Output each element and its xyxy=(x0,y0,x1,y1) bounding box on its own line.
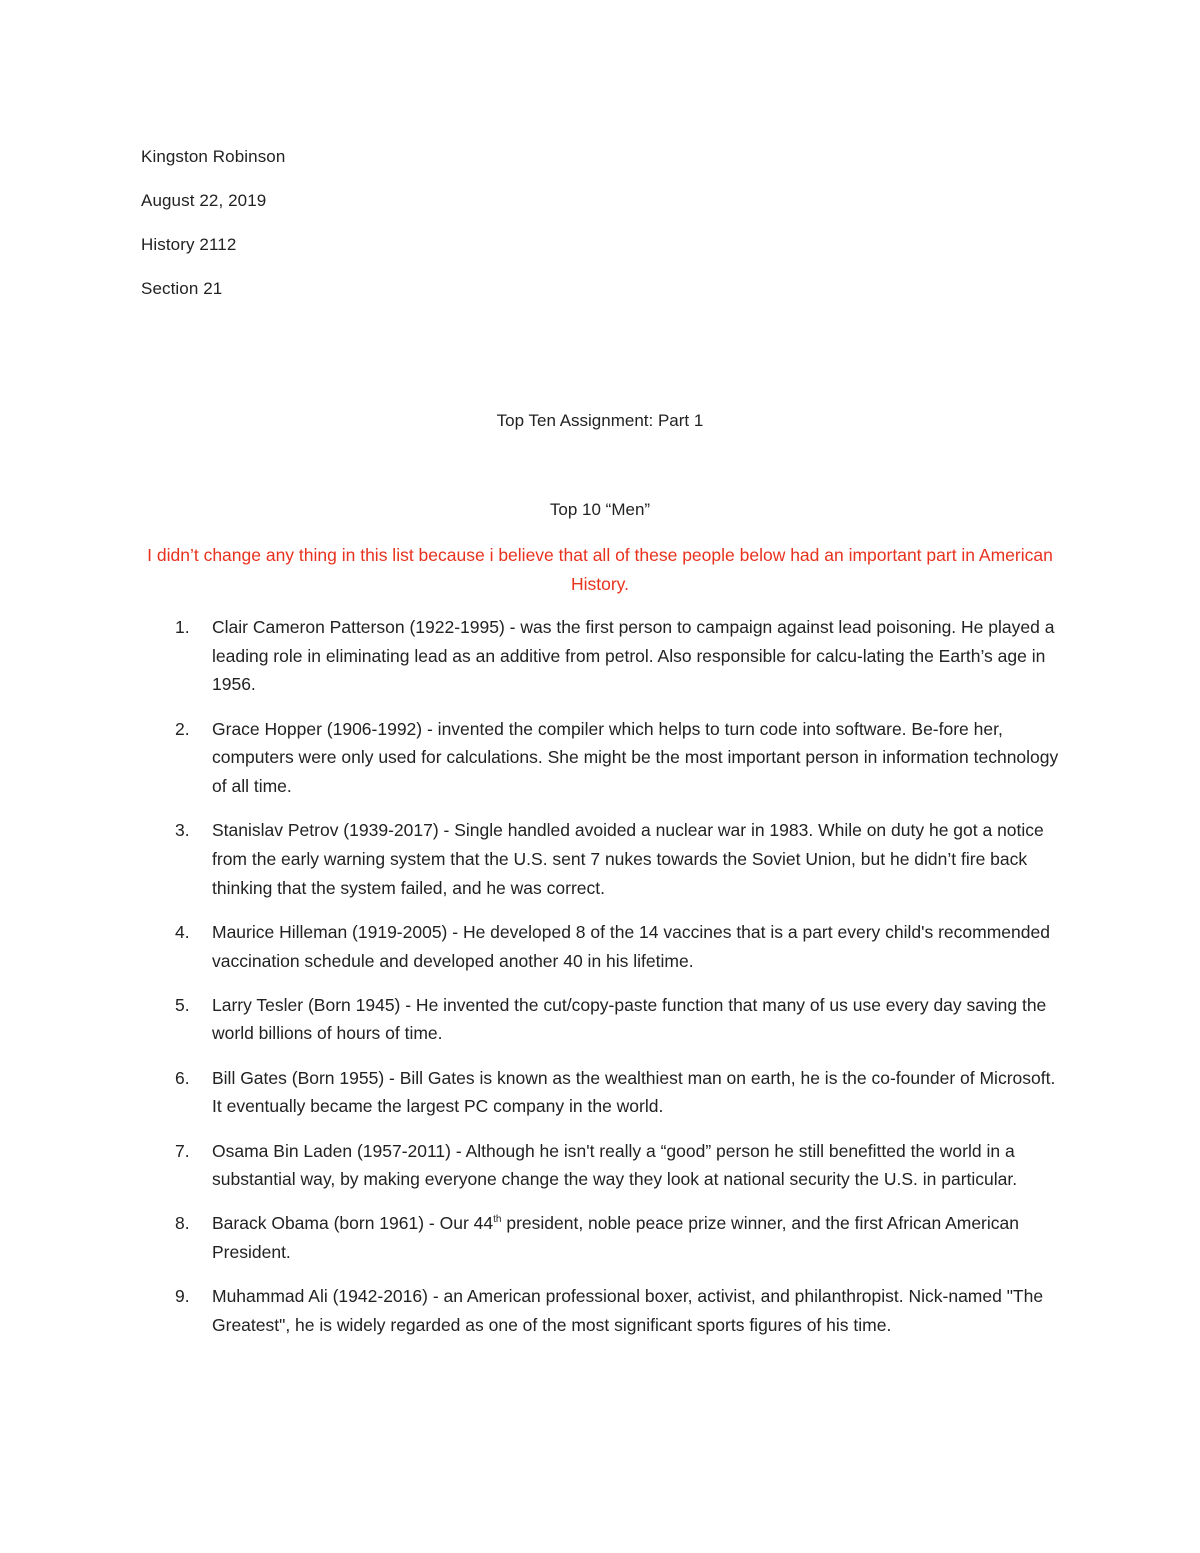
person-name: Grace Hopper (1906-1992) xyxy=(212,718,423,739)
list-item xyxy=(141,991,1066,1048)
item-number: 3. xyxy=(175,820,190,841)
person-description: - an American professional boxer, activist, and philanthropist. Nick-named "The Greatest", he is widely regarded as one of the most significant sports figures of his time. xyxy=(212,1286,1044,1336)
person-name: Larry Tesler (Born 1945) xyxy=(212,994,401,1015)
top-ten-list xyxy=(141,613,1066,1355)
list-item xyxy=(141,613,1066,699)
person-description-start: - Our 44 xyxy=(424,1213,494,1234)
person-description: president, noble peace prize winner, and the first African American President. xyxy=(212,1213,1019,1263)
person-description: - invented the compiler which helps to turn code into software. Be-fore her, computers were only used for calculations. She might be the most important person in information technology of all time. xyxy=(212,718,1059,797)
list-item xyxy=(141,1137,1066,1194)
item-number: 7. xyxy=(175,1140,190,1161)
list-item xyxy=(141,1064,1066,1121)
item-number: 4. xyxy=(175,921,190,942)
author-name: Kingston Robinson xyxy=(141,147,286,166)
list-item xyxy=(141,918,1066,975)
item-number: 1. xyxy=(175,617,190,637)
item-number: 6. xyxy=(175,1067,190,1088)
person-name: Barack Obama (born 1961) xyxy=(212,1213,425,1234)
item-number: 9. xyxy=(175,1286,190,1307)
item-number: 5. xyxy=(175,994,190,1015)
person-description: - Bill Gates is known as the wealthiest man on earth, he is the co-founder of Microsoft. It eventually became the largest PC company in the world. xyxy=(212,1067,1056,1117)
person-description: - Although he isn't really a “good” person he still benefitted the world in a substantial way, by making everyone change the way they look at national security the U.S. in particular. xyxy=(212,1140,1018,1190)
person-name: Stanislav Petrov (1939-2017) xyxy=(212,820,439,841)
course-name: History 2112 xyxy=(141,235,237,254)
list-item xyxy=(141,816,1066,902)
person-description: - He invented the cut/copy-paste function that many of us use every day saving the world billions of hours of time. xyxy=(212,994,1047,1044)
ordinal-suffix: th xyxy=(493,1214,502,1226)
section-number: Section 21 xyxy=(141,279,223,298)
document-date: August 22, 2019 xyxy=(141,191,267,210)
person-name: Clair Cameron Patterson (1922-1995) xyxy=(212,617,505,637)
revision-note: I didn’t change any thing in this list because i believe that all of these people below had an important part in American History. xyxy=(147,545,1053,594)
person-name: Osama Bin Laden (1957-2011) xyxy=(212,1140,451,1161)
item-number: 8. xyxy=(175,1213,190,1234)
person-name: Muhammad Ali (1942-2016) xyxy=(212,1286,428,1307)
person-description: - Single handled avoided a nuclear war in 1983. While on duty he got a notice from the early warning system that the U.S. sent 7 nukes towards the Soviet Union, but he didn’t fire back thinking that the system failed, and he was correct. xyxy=(212,820,1044,898)
list-item xyxy=(141,1209,1066,1266)
document-title: Top Ten Assignment: Part 1 xyxy=(496,411,704,430)
person-name: Maurice Hilleman (1919-2005) xyxy=(212,921,448,942)
list-item xyxy=(141,715,1066,801)
list-item xyxy=(141,1282,1066,1339)
person-description: - was the first person to campaign against lead poisoning. He played a leading role in eliminating lead as an additive from petrol. Also responsible for calcu-lating the Earth’s age in 1956. xyxy=(212,617,1055,695)
list-heading: Top 10 “Men” xyxy=(549,500,651,519)
person-description: - He developed 8 of the 14 vaccines that is a part every child's recommended vaccination schedule and developed another 40 in his lifetime. xyxy=(212,921,1050,971)
item-number: 2. xyxy=(175,718,190,739)
person-name: Bill Gates (Born 1955) xyxy=(212,1067,385,1088)
